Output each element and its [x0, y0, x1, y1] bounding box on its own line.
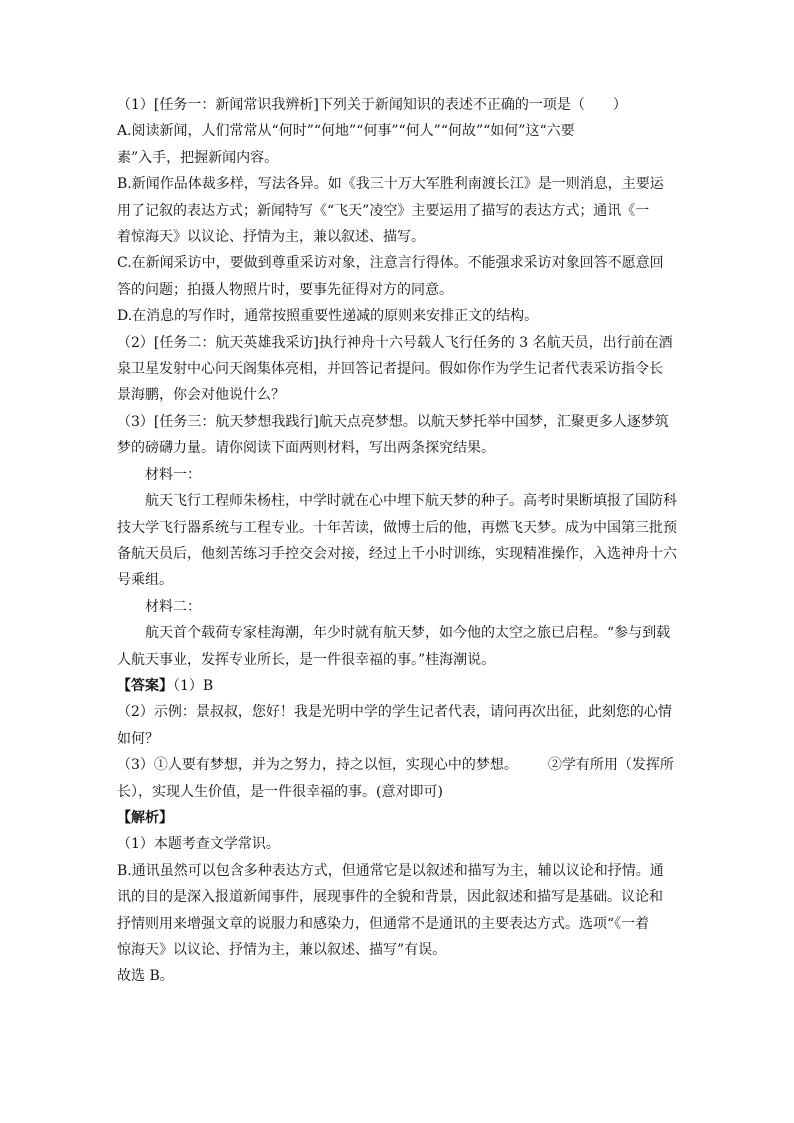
answer-3-point-2: ②学有所用（发挥所	[547, 757, 674, 774]
answer-2-line-1: （2）示例：景叔叔，您好！我是光明中学的学生记者代表，请问再次出征，此刻您的心情	[117, 704, 672, 721]
analysis-line-2: B.通讯虽然可以包含多种表达方式，但通常它是以叙述和描写为主，辅以议论和抒情。通	[117, 862, 664, 879]
option-b-line-3: 着惊海天》以议论、抒情为主，兼以叙述、描写。	[117, 229, 425, 246]
analysis-line-4: 抒情则用来增强文章的说服力和感染力，但通常不是通讯的主要表达方式。选项“《一着	[117, 915, 650, 932]
material-1-line-2: 技大学飞行器系统与工程专业。十年苦读，做博士后的他，再燃飞天梦。成为中国第三批预	[117, 519, 677, 536]
question-2-line-1: （2）[任务二：航天英雄我采访]执行神舟十六号载人飞行任务的 3 名航天员，出行前在酒	[117, 334, 673, 351]
option-b-line-2: 用了记叙的表达方式；新闻特写《“飞天”凌空》主要运用了描写的表达方式；通讯《一	[117, 202, 650, 219]
material-1-line-4: 号乘组。	[117, 572, 173, 589]
answer-2-line-2: 如何？	[117, 730, 159, 747]
question-2-line-3: 景海鹏，你会对他说什么？	[117, 387, 285, 404]
material-2-heading: 材料二：	[145, 598, 201, 615]
material-2-line-1: 航天首个载荷专家桂海潮，年少时就有航天梦，如今他的太空之旅已启程。“参与到载	[145, 625, 671, 642]
option-a-line-2: 素”入手，把握新闻内容。	[117, 149, 279, 166]
material-2-line-2: 人航天事业，发挥专业所长，是一件很幸福的事。”桂海潮说。	[117, 651, 496, 668]
analysis-heading: 【解析】	[117, 809, 173, 826]
option-b-line-1: B.新闻作品体裁多样，写法各异。如《我三十万大军胜利南渡长江》是一则消息，主要运	[117, 176, 664, 193]
option-d-line-1: D.在消息的写作时，通常按照重要性递减的原则来安排正文的结构。	[117, 308, 539, 325]
answer-3-point-1: （3）①人要有梦想，并为之努力，持之以恒，实现心中的梦想。	[117, 757, 518, 774]
question-2-line-2: 泉卫星发射中心问天阁集体亮相，并回答记者提问。假如你作为学生记者代表采访指令长	[117, 361, 663, 378]
analysis-line-1: （1）本题考查文学常识。	[117, 836, 280, 853]
analysis-line-5: 惊海天》以议论、抒情为主，兼以叙述、描写”有误。	[117, 942, 447, 958]
question-1-stem: （1）[任务一：新闻常识我辨析]下列关于新闻知识的表述不正确的一项是（ ）	[117, 97, 627, 113]
material-1-heading: 材料一：	[145, 466, 201, 483]
option-c-line-2: 答的问题；拍摄人物照片时，要事先征得对方的同意。	[117, 281, 453, 298]
question-3-line-1: （3）[任务三：航天梦想我践行]航天点亮梦想。以航天梦托举中国梦，汇聚更多人逐梦筑	[117, 413, 669, 430]
answer-heading: 【答案】	[117, 677, 173, 694]
option-a-line-1: A.阅读新闻，人们常常从“何时”“何地”“何事”“何人”“何故”“如何”这“六要	[117, 123, 575, 140]
analysis-line-6: 故选 B。	[117, 968, 174, 985]
document-page	[117, 92, 679, 990]
material-1-line-1: 航天飞行工程师朱杨柱，中学时就在心中埋下航天梦的种子。高考时果断填报了国防科	[145, 493, 677, 510]
answer-line-1	[117, 673, 679, 699]
answer-3-line-2: 长），实现人生价值，是一件很幸福的事。(意对即可)	[117, 783, 443, 800]
question-3-line-2: 梦的磅礴力量。请你阅读下面两则材料，写出两条探究结果。	[117, 440, 495, 457]
answer-1: （1）B	[173, 677, 214, 694]
material-1-line-3: 备航天员后，他刻苦练习手控交会对接，经过上千小时训练，实现精准操作，入选神舟十六	[117, 545, 677, 562]
answer-3-line-1	[117, 752, 679, 778]
analysis-line-3: 讯的目的是深入报道新闻事件，展现事件的全貌和背景，因此叙述和描写是基础。议论和	[117, 889, 663, 906]
option-c-line-1: C.在新闻采访中，要做到尊重采访对象，注意言行得体。不能强求采访对象回答不愿意回	[117, 255, 664, 272]
